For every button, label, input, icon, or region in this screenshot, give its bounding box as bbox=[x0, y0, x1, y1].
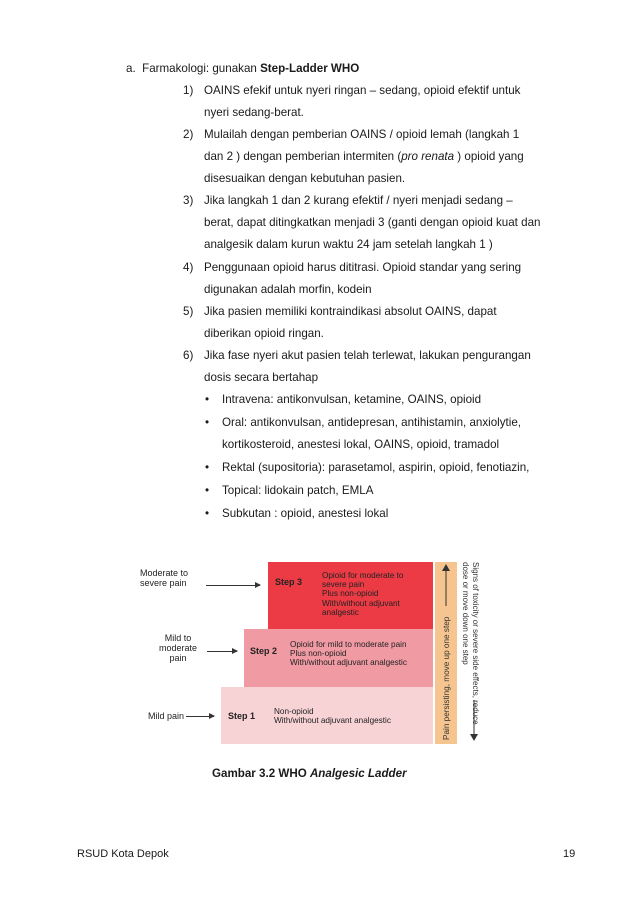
footer-left: RSUD Kota Depok bbox=[77, 848, 169, 860]
step-text-line: Non-opioid bbox=[274, 707, 314, 716]
bullet-text: Topical: lidokain patch, EMLA bbox=[222, 484, 374, 497]
pain-level-label bbox=[140, 568, 188, 588]
arrow-right-icon bbox=[207, 651, 237, 652]
step-text-line: severe pain bbox=[322, 580, 365, 590]
bullet-text: Rektal (supositoria): parasetamol, aspirin, opioid, fenotiazin, bbox=[222, 461, 530, 474]
item-number: 6) bbox=[183, 349, 194, 362]
arrow-right-icon bbox=[186, 716, 214, 717]
item-text: OAINS efekif untuk nyeri ringan – sedang, opioid efektif untuk bbox=[204, 84, 521, 97]
item-text: Jika langkah 1 dan 2 kurang efektif / nyeri menjadi sedang – bbox=[204, 194, 513, 207]
item-number: 2) bbox=[183, 128, 194, 141]
bullet-text: Intravena: antikonvulsan, ketamine, OAINS, opioid bbox=[222, 393, 482, 406]
pain-level-label bbox=[150, 633, 206, 663]
arrow-right-icon bbox=[206, 585, 260, 586]
item-text-italic: pro renata bbox=[401, 150, 455, 163]
step-text-line: Opioid for mild to moderate pain bbox=[290, 640, 407, 649]
pain-level-line: severe pain bbox=[140, 578, 187, 588]
step-text-line: With/without adjuvant analgestic bbox=[274, 716, 391, 726]
item-text: Jika pasien memiliki kontraindikasi absolut OAINS, dapat bbox=[204, 305, 497, 318]
item-text: analgesik dalam kurun waktu 24 jam setelah langkah 1 ) bbox=[204, 238, 493, 251]
pain-level-line: Mild pain bbox=[148, 711, 185, 721]
step-text-line: analgestic bbox=[322, 607, 359, 617]
item-number: 3) bbox=[183, 194, 194, 207]
step-text-line: With/without adjuvant analgestic bbox=[290, 658, 407, 668]
step-3-name: Step 3 bbox=[275, 577, 303, 587]
step-1-text bbox=[274, 707, 391, 725]
item-text: nyeri sedang-berat. bbox=[204, 106, 304, 119]
item-text: digunakan adalah morfin, kodein bbox=[204, 283, 372, 296]
pain-level-line: moderate bbox=[158, 643, 198, 653]
step-2-text bbox=[290, 640, 407, 668]
item-text-part: dan 2 ) dengan pemberian intermiten ( bbox=[204, 150, 402, 163]
step-text-line: Plus non-opioid bbox=[322, 589, 379, 599]
section-lead-bold: Step-Ladder WHO bbox=[260, 62, 360, 75]
side-text-down: Signs of toxicity or severe side effects, reduce dose or move down one step bbox=[461, 562, 480, 725]
item-number: 5) bbox=[183, 305, 194, 318]
item-text: Jika fase nyeri akut pasien telah terlewat, lakukan pengurangan bbox=[204, 349, 531, 362]
bullet-icon: • bbox=[205, 393, 210, 406]
step-1-name: Step 1 bbox=[228, 711, 256, 721]
section-marker: a. bbox=[126, 62, 136, 75]
section-lead: Farmakologi: gunakan bbox=[142, 62, 261, 75]
bullet-icon: • bbox=[205, 461, 210, 474]
bullet-text: Subkutan : opioid, anestesi lokal bbox=[222, 507, 389, 520]
pain-level-line: Mild to bbox=[164, 633, 192, 643]
bullet-icon: • bbox=[205, 416, 210, 429]
figure-caption bbox=[212, 767, 407, 780]
item-number: 4) bbox=[183, 261, 194, 274]
section-heading bbox=[126, 62, 359, 75]
step-2-name: Step 2 bbox=[250, 646, 278, 656]
item-text: disesuaikan dengan kebutuhan pasien. bbox=[204, 172, 406, 185]
caption-italic: Analgesic Ladder bbox=[309, 767, 407, 780]
pain-level-label bbox=[148, 711, 184, 721]
item-text: dosis secara bertahap bbox=[204, 371, 319, 384]
item-text: Penggunaan opioid harus dititrasi. Opioid standar yang sering bbox=[204, 261, 522, 274]
item-number: 1) bbox=[183, 84, 194, 97]
bullet-icon: • bbox=[205, 484, 210, 497]
pain-level-line: pain bbox=[169, 653, 187, 663]
page-number: 19 bbox=[563, 848, 576, 860]
bullet-text: Oral: antikonvulsan, antidepresan, antihistamin, anxiolytie, bbox=[222, 416, 522, 429]
step-text-line: With/without adjuvant bbox=[322, 598, 400, 608]
item-text bbox=[204, 150, 524, 163]
step-3-text bbox=[322, 571, 403, 617]
item-text-part: ) opioid yang bbox=[454, 150, 524, 163]
item-text: Mulailah dengan pemberian OAINS / opioid lemah (langkah 1 bbox=[204, 128, 520, 141]
pain-level-line: Moderate to bbox=[140, 568, 189, 578]
bullet-text: kortikosteroid, anestesi lokal, OAINS, opioid, tramadol bbox=[222, 438, 500, 451]
step-text-line: Opioid for moderate to bbox=[322, 571, 404, 580]
side-text-up: Pain persisting, move up one step bbox=[442, 616, 451, 740]
item-text: diberikan opioid ringan. bbox=[204, 327, 324, 340]
step-text-line: Plus non-opioid bbox=[290, 649, 347, 659]
bullet-icon: • bbox=[205, 507, 210, 520]
caption-prefix: Gambar 3.2 WHO bbox=[212, 767, 310, 780]
item-text: berat, dapat ditingkatkan menjadi 3 (ganti dengan opioid kuat dan bbox=[204, 216, 541, 229]
